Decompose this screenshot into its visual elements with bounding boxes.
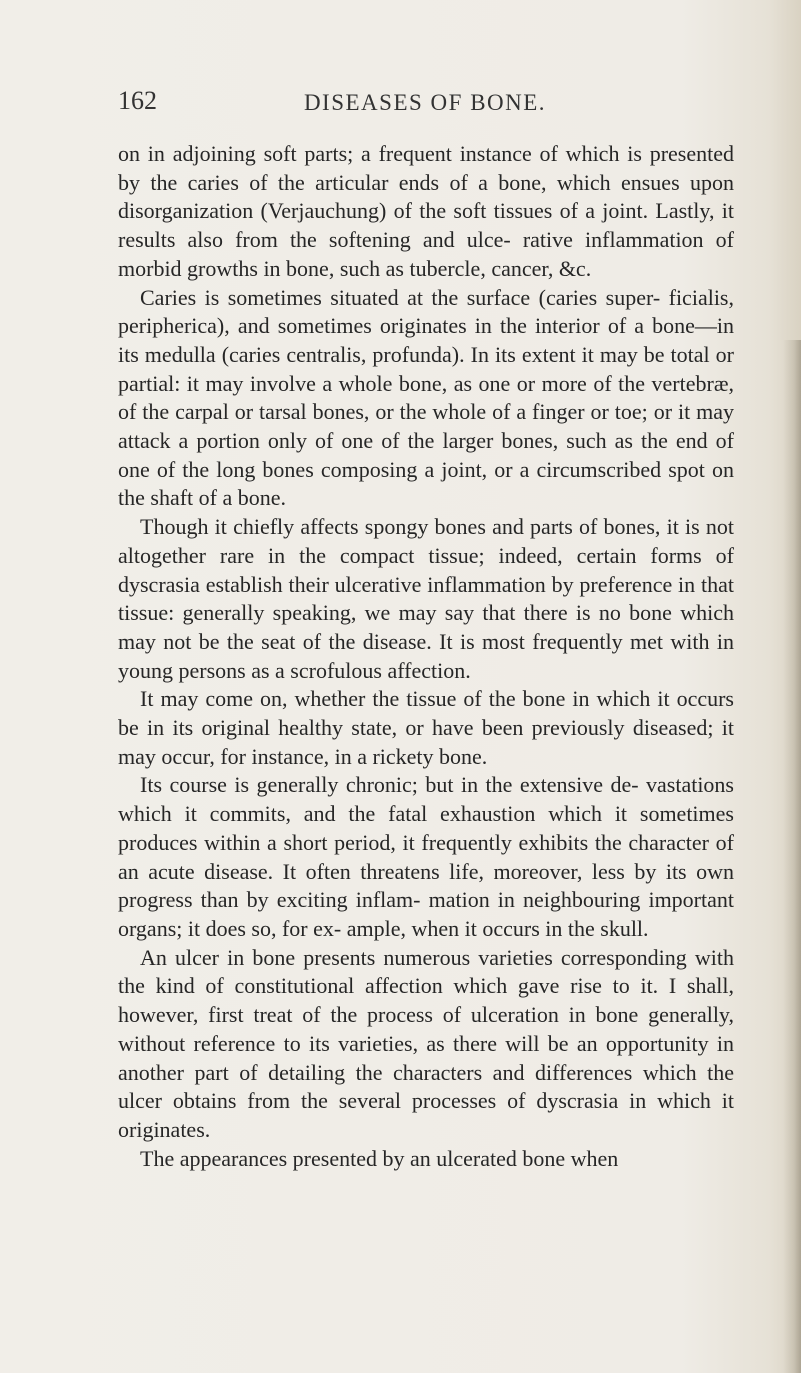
running-head: DISEASES OF BONE. bbox=[303, 90, 547, 115]
paragraph: Though it chiefly affects spongy bones and parts of bones, it is not altogether rare in the compact tissue; indeed, certain forms of dyscrasia establish their ulcerative inflammation by preference in that tissue: generally speaking, we may say that there is no bone which may not be the seat of the disease. It is most frequently met with in young persons as a scrofulous affection. bbox=[118, 514, 734, 683]
page-number: 162 bbox=[118, 86, 157, 115]
paragraph: It may come on, whether the tissue of the bone in which it occurs be in its original healthy state, or have been previously diseased; it may occur, for instance, in a rickety bone. bbox=[118, 686, 734, 769]
page-header bbox=[118, 86, 732, 120]
paragraph: An ulcer in bone presents numerous varieties corresponding with the kind of constitutional affection which gave rise to it. I shall, however, first treat of the process of ulceration in bone generally, without reference to its varieties, as there will be an opportunity in another part of detailing the characters and differences which the ulcer obtains from the several processes of dyscrasia in which it originates. bbox=[118, 944, 734, 1142]
paragraph-continuation: on in adjoining soft parts; a frequent instance of which is presented by the caries of the articular ends of a bone, which ensues upon disorganization (Verjauchung) of the soft tissues of a joint. Lastly, it results also from the softening and ulce- rative inflammation of morbid growths in bone, such as tubercle, cancer, &c. bbox=[118, 141, 734, 281]
page-edge-shadow bbox=[783, 340, 801, 1373]
paragraph-final: The appearances presented by an ulcerated bone when bbox=[140, 1145, 619, 1171]
paragraph: Its course is generally chronic; but in the extensive de- vastations which it commits, and the fatal exhaustion which it sometimes produces within a short period, it frequently exhibits the character of an acute disease. It often threatens life, moreover, less by its own progress than by exciting inflam- mation in neighbouring important organs; it does so, for ex- ample, when it occurs in the skull. bbox=[118, 772, 734, 941]
paragraph: Caries is sometimes situated at the surface (caries super- ficialis, peripherica), and sometimes originates in the interior of a bone—in its medulla (caries centralis, profunda). In its extent it may be total or partial: it may involve a whole bone, as one or more of the vertebræ, of the carpal or tarsal bones, or the whole of a finger or toe; or it may attack a portion only of one of the larger bones, such as the end of one of the long bones composing a joint, or a circumscribed spot on the shaft of a bone. bbox=[118, 284, 734, 511]
body-text bbox=[118, 140, 734, 1173]
